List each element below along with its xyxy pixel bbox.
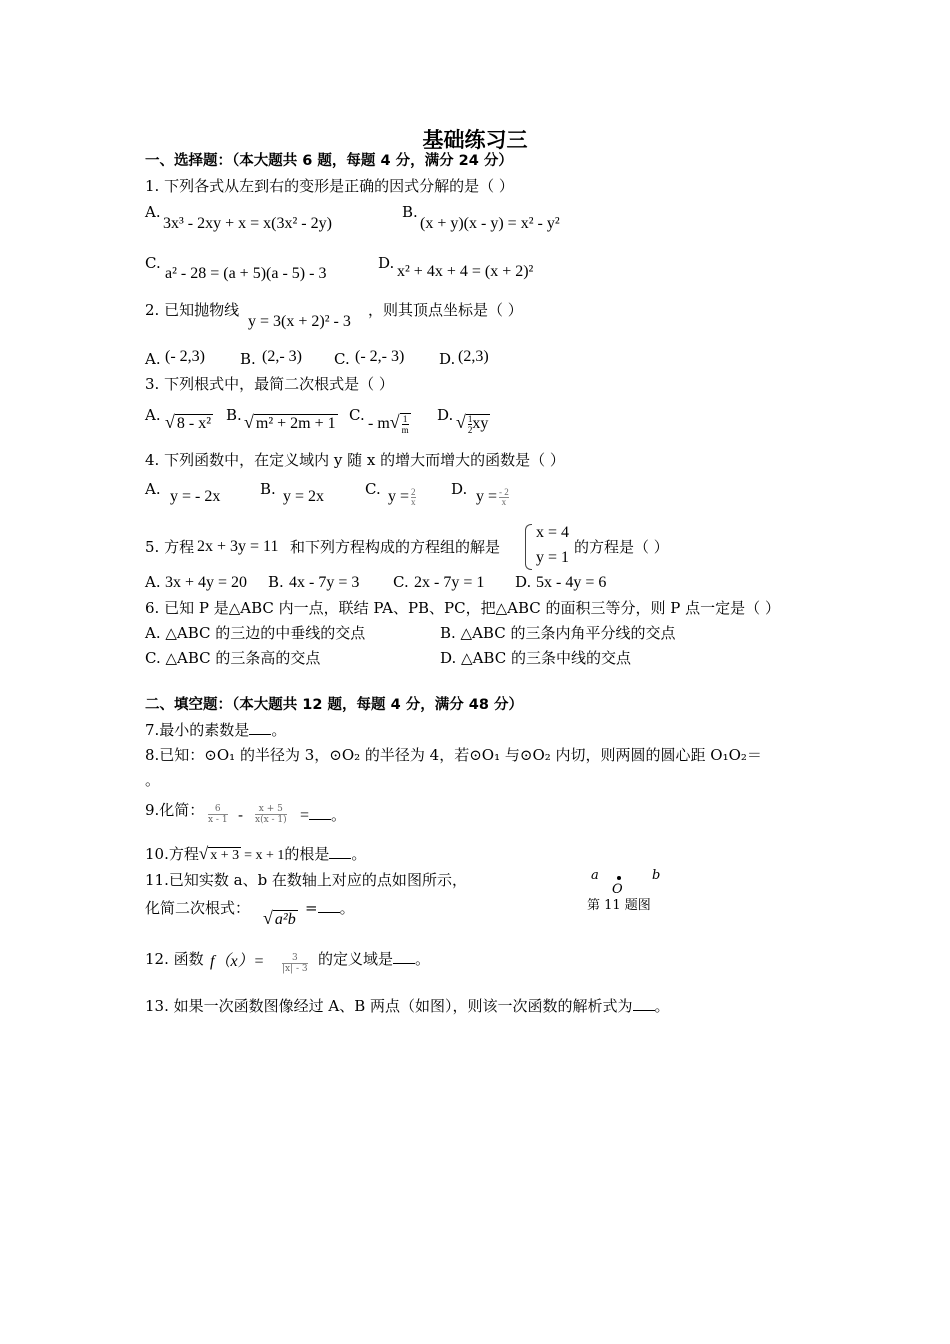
q6-option-a: A. △ABC 的三边的中垂线的交点 (145, 624, 366, 642)
radical-sign: √ (263, 908, 273, 928)
q1-option-a-label: A. (145, 203, 161, 221)
q6-option-c: C. △ABC 的三条高的交点 (145, 649, 321, 667)
q9-fraction-2 (255, 804, 287, 825)
q9-fraction-1-denominator: x - 1 (208, 815, 228, 825)
q10-answer-blank[interactable] (329, 844, 351, 859)
q9-end: 。 (331, 806, 347, 824)
section-2-heading: 二、填空题：（本大题共 12 题，每题 4 分，满分 48 分） (145, 697, 523, 713)
q1-option-b-expr: (x + y)(x - y) = x² - y² (420, 215, 560, 232)
q6-option-b: B. △ABC 的三条内角平分线的交点 (440, 624, 676, 642)
q2-stem-post: ，则其顶点坐标是（ ） (368, 301, 523, 319)
q4-option-d-denominator: x (501, 496, 507, 507)
q4-option-d-label: D. (451, 480, 468, 498)
q4-option-d-numerator: - 2 (499, 486, 509, 497)
q11-radical (263, 908, 298, 930)
q5-option-b-expr: 4x - 7y = 3 (289, 574, 360, 591)
q1-option-d-label: D. (378, 254, 395, 272)
q3-option-b-label: B. (226, 406, 242, 424)
q13-line (145, 996, 670, 1016)
q11-answer (305, 898, 355, 918)
q9-fraction-2-numerator: x + 5 (255, 804, 287, 815)
radical-sign: √ (389, 412, 400, 432)
q3-option-c-label: C. (349, 406, 365, 424)
q11-line2-pre: 化简二次根式： (145, 899, 251, 917)
q5-option-c-label: C. (393, 573, 409, 591)
q3-option-c-numerator: 1 (402, 414, 408, 425)
radical-sign: √ (244, 412, 254, 432)
q13-answer-blank[interactable] (633, 996, 655, 1011)
fig11-caption: 第 11 题图 (587, 898, 651, 913)
q2-option-c-label: C. (334, 350, 350, 368)
q2-option-a-label: A. (145, 350, 161, 368)
q12-pre: 12. 函数 (145, 950, 204, 968)
page-title: 基础练习三 (422, 128, 528, 152)
q7-answer-blank[interactable] (249, 720, 271, 735)
q11-equals: = (305, 899, 318, 917)
q7-end: 。 (271, 721, 287, 739)
q2-stem-expr: y = 3(x + 2)² - 3 (248, 313, 351, 330)
q4-option-b-label: B. (260, 480, 276, 498)
q5-stem-mid: 和下列方程构成的方程组的解是 (290, 538, 501, 556)
q5-option-d-label: D. (515, 573, 532, 591)
q1-option-d-expr: x² + 4x + 4 = (x + 2)² (397, 263, 534, 280)
q9-equals: = (300, 807, 310, 824)
q2-option-b-expr: (2,- 3) (262, 348, 302, 365)
q10-pre: 10.方程 (145, 845, 199, 863)
radical-sign: √ (198, 844, 209, 863)
q5-option-d-expr: 5x - 4y = 6 (536, 574, 607, 591)
q13-text: 13. 如果一次函数图像经过 A、B 两点（如图），则该一次函数的解析式为 (145, 997, 633, 1015)
q8-end: 。 (145, 771, 161, 789)
q9-fraction-1-numerator: 6 (208, 804, 228, 815)
q2-option-c-expr: (- 2,- 3) (355, 348, 405, 365)
fig11-label-a: a (591, 868, 599, 883)
q3-option-c-prefix: - m (368, 415, 390, 432)
q12-post: 的定义域是 (318, 950, 394, 968)
q5-option-b-label: B. (268, 573, 284, 591)
q4-option-b-expr: y = 2x (283, 488, 325, 505)
q11-end: 。 (339, 899, 355, 917)
q3-stem: 3. 下列根式中，最简二次根式是（ ） (145, 375, 394, 393)
q2-option-b-label: B. (240, 350, 256, 368)
q3-option-c-denominator: m (401, 425, 409, 436)
q8-text: 8.已知：⊙O₁ 的半径为 3，⊙O₂ 的半径为 4，若⊙O₁ 与⊙O₂ 内切，则两圆的圆心距 O₁O₂＝ (145, 746, 762, 764)
q3-option-d-expr (456, 412, 490, 435)
radical-sign: √ (165, 412, 175, 432)
q2-option-d-expr: (2,3) (458, 348, 489, 365)
q3-option-d-numerator: 1 (467, 413, 473, 424)
q6-option-d: D. △ABC 的三条中线的交点 (440, 649, 631, 667)
q3-option-d-radicand: xy (472, 415, 489, 432)
q12-numerator: 3 (282, 953, 308, 964)
q3-option-a-expr (165, 412, 213, 434)
q12-post-line (318, 949, 430, 969)
radical-sign: √ (456, 412, 466, 432)
q9-pre: 9.化简： (145, 801, 205, 819)
q12-denominator: |x| - 3 (282, 964, 308, 974)
q12-end: 。 (415, 950, 431, 968)
q1-option-b-label: B. (402, 203, 418, 221)
q5-stem-post: 的方程是（ ） (574, 538, 669, 556)
q10-radicand: x + 3 (210, 848, 240, 863)
q4-option-c-numerator: 2 (411, 486, 416, 497)
q4-option-c-label: C. (365, 480, 381, 498)
q4-stem: 4. 下列函数中，在定义域内 y 随 x 的增大而增大的函数是（ ） (145, 451, 565, 469)
q5-option-c-expr: 2x - 7y = 1 (414, 574, 485, 591)
fig11-label-o: O (612, 882, 623, 897)
q10-expr: = x + 1 (244, 848, 285, 863)
q5-system-eq1: x = 4 (536, 524, 570, 541)
q11-radicand: a²b (274, 911, 296, 928)
q10-post: 的根是 (284, 845, 330, 863)
fig11-label-b: b (652, 868, 661, 883)
q9-fraction-1 (208, 804, 228, 825)
q4-option-c-prefix: y = (388, 488, 410, 505)
q1-stem: 1. 下列各式从左到右的变形是正确的因式分解的是（ ） (145, 177, 514, 195)
q1-option-c-label: C. (145, 254, 161, 272)
q12-function: f（x）= (210, 953, 265, 970)
q1-option-c-expr: a² - 28 = (a + 5)(a - 5) - 3 (165, 265, 327, 282)
q5-system-eq2: y = 1 (536, 549, 570, 566)
q4-option-a-expr: y = - 2x (170, 488, 221, 505)
q12-fraction (282, 953, 308, 974)
equation-system-brace (525, 524, 532, 570)
q5-option-a-label: A. (145, 573, 161, 591)
q3-option-a-radicand: 8 - x² (176, 415, 212, 432)
q7-text: 7.最小的素数是 (145, 721, 250, 739)
q3-option-c-expr (368, 412, 411, 435)
q11-text: 11.已知实数 a、b 在数轴上对应的点如图所示， (145, 871, 467, 889)
q4-option-a-label: A. (145, 480, 161, 498)
q4-option-c-expr (388, 487, 416, 507)
q12-answer-blank[interactable] (393, 949, 415, 964)
q5-stem-pre: 5. 方程 (145, 538, 195, 556)
q4-option-c-denominator: x (411, 496, 416, 507)
q13-end: 。 (654, 997, 670, 1015)
q3-option-a-label: A. (145, 406, 161, 424)
q6-stem: 6. 已知 P 是△ABC 内一点，联结 PA、PB、PC，把△ABC 的面积三等分，则 P 点一定是（ ） (145, 599, 780, 617)
q7-line (145, 720, 286, 740)
q9-fraction-2-denominator: x(x - 1) (255, 815, 287, 825)
q10-end: 。 (351, 845, 367, 863)
section-1-heading: 一、选择题：（本大题共 6 题，每题 4 分，满分 24 分） (145, 153, 513, 169)
q2-option-a-expr: (- 2,3) (165, 348, 205, 365)
q9-answer-blank[interactable] (309, 805, 331, 820)
q3-option-b-expr (244, 412, 338, 434)
q5-option-a-expr: 3x + 4y = 20 (165, 574, 248, 591)
q9-answer (300, 805, 346, 826)
q1-option-a-expr: 3x³ - 2xy + x = x(3x² - 2y) (163, 215, 332, 232)
q3-option-b-radicand: m² + 2m + 1 (255, 415, 336, 432)
q3-option-d-denominator: 2 (467, 424, 473, 435)
q10-line (145, 844, 366, 866)
q4-option-d-prefix: y = (476, 488, 498, 505)
q3-option-d-label: D. (437, 406, 454, 424)
q4-option-d-expr (476, 487, 509, 507)
q11-answer-blank[interactable] (318, 898, 340, 913)
q2-stem-pre: 2. 已知抛物线 (145, 301, 240, 319)
q2-option-d-label: D. (439, 350, 456, 368)
q5-stem-expr: 2x + 3y = 11 (197, 538, 279, 555)
q9-minus: - (238, 806, 244, 824)
